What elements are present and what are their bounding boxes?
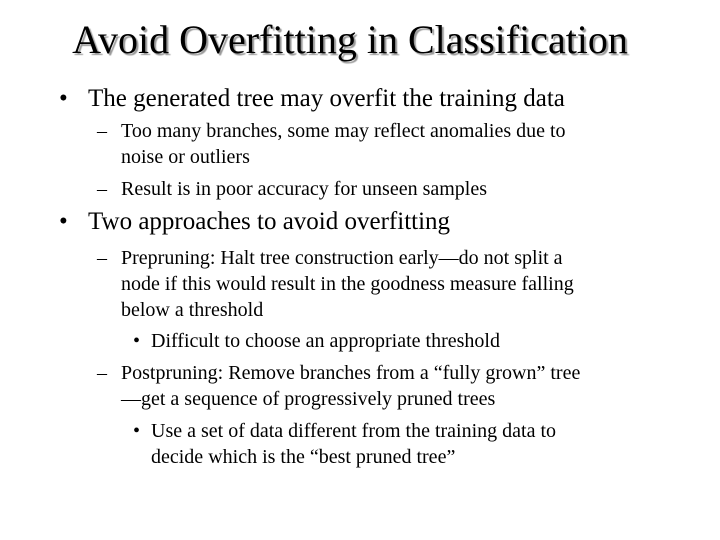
sub-bullet-line: below a threshold xyxy=(121,299,264,321)
sub-sub-bullet-line: Use a set of data different from the training data to xyxy=(151,420,557,442)
bullet-marker: • xyxy=(133,420,141,442)
sub-sub-bullet-line: decide which is the “best pruned tree” xyxy=(151,446,456,468)
sub-bullet-prepruning xyxy=(97,245,574,323)
sub-bullet-line: —get a sequence of progressively pruned trees xyxy=(121,388,496,410)
dash-marker: – xyxy=(97,362,107,384)
bullet-approaches xyxy=(59,207,451,237)
bullet-text: The generated tree may overfit the training data xyxy=(88,85,565,112)
sub-bullet-line: Postpruning: Remove branches from a “fully grown” tree xyxy=(121,362,581,384)
sub-bullet-accuracy xyxy=(97,176,488,202)
dash-marker: – xyxy=(97,247,107,269)
sub-sub-bullet-line: Difficult to choose an appropriate threshold xyxy=(151,330,500,352)
dash-marker: – xyxy=(97,178,107,200)
slide-title: Avoid Overfitting in Classification xyxy=(72,17,628,62)
bullet-text: Two approaches to avoid overfitting xyxy=(88,208,451,235)
bullet-marker: • xyxy=(59,208,68,235)
sub-bullet-line: Too many branches, some may reflect anomalies due to xyxy=(121,120,566,142)
bullet-marker: • xyxy=(59,85,68,112)
sub-bullet-branches xyxy=(97,118,566,170)
bullet-overfit xyxy=(59,84,565,114)
sub-bullet-line: node if this would result in the goodness measure falling xyxy=(121,273,574,295)
sub-bullet-line: Result is in poor accuracy for unseen samples xyxy=(121,178,488,200)
sub-sub-bullet-pruned-tree xyxy=(133,418,557,470)
sub-bullet-line: noise or outliers xyxy=(121,146,250,168)
dash-marker: – xyxy=(97,120,107,142)
sub-bullet-line: Prepruning: Halt tree construction early—do not split a xyxy=(121,247,563,269)
bullet-marker: • xyxy=(133,330,141,352)
sub-bullet-postpruning xyxy=(97,360,581,412)
sub-sub-bullet-threshold xyxy=(133,328,500,354)
